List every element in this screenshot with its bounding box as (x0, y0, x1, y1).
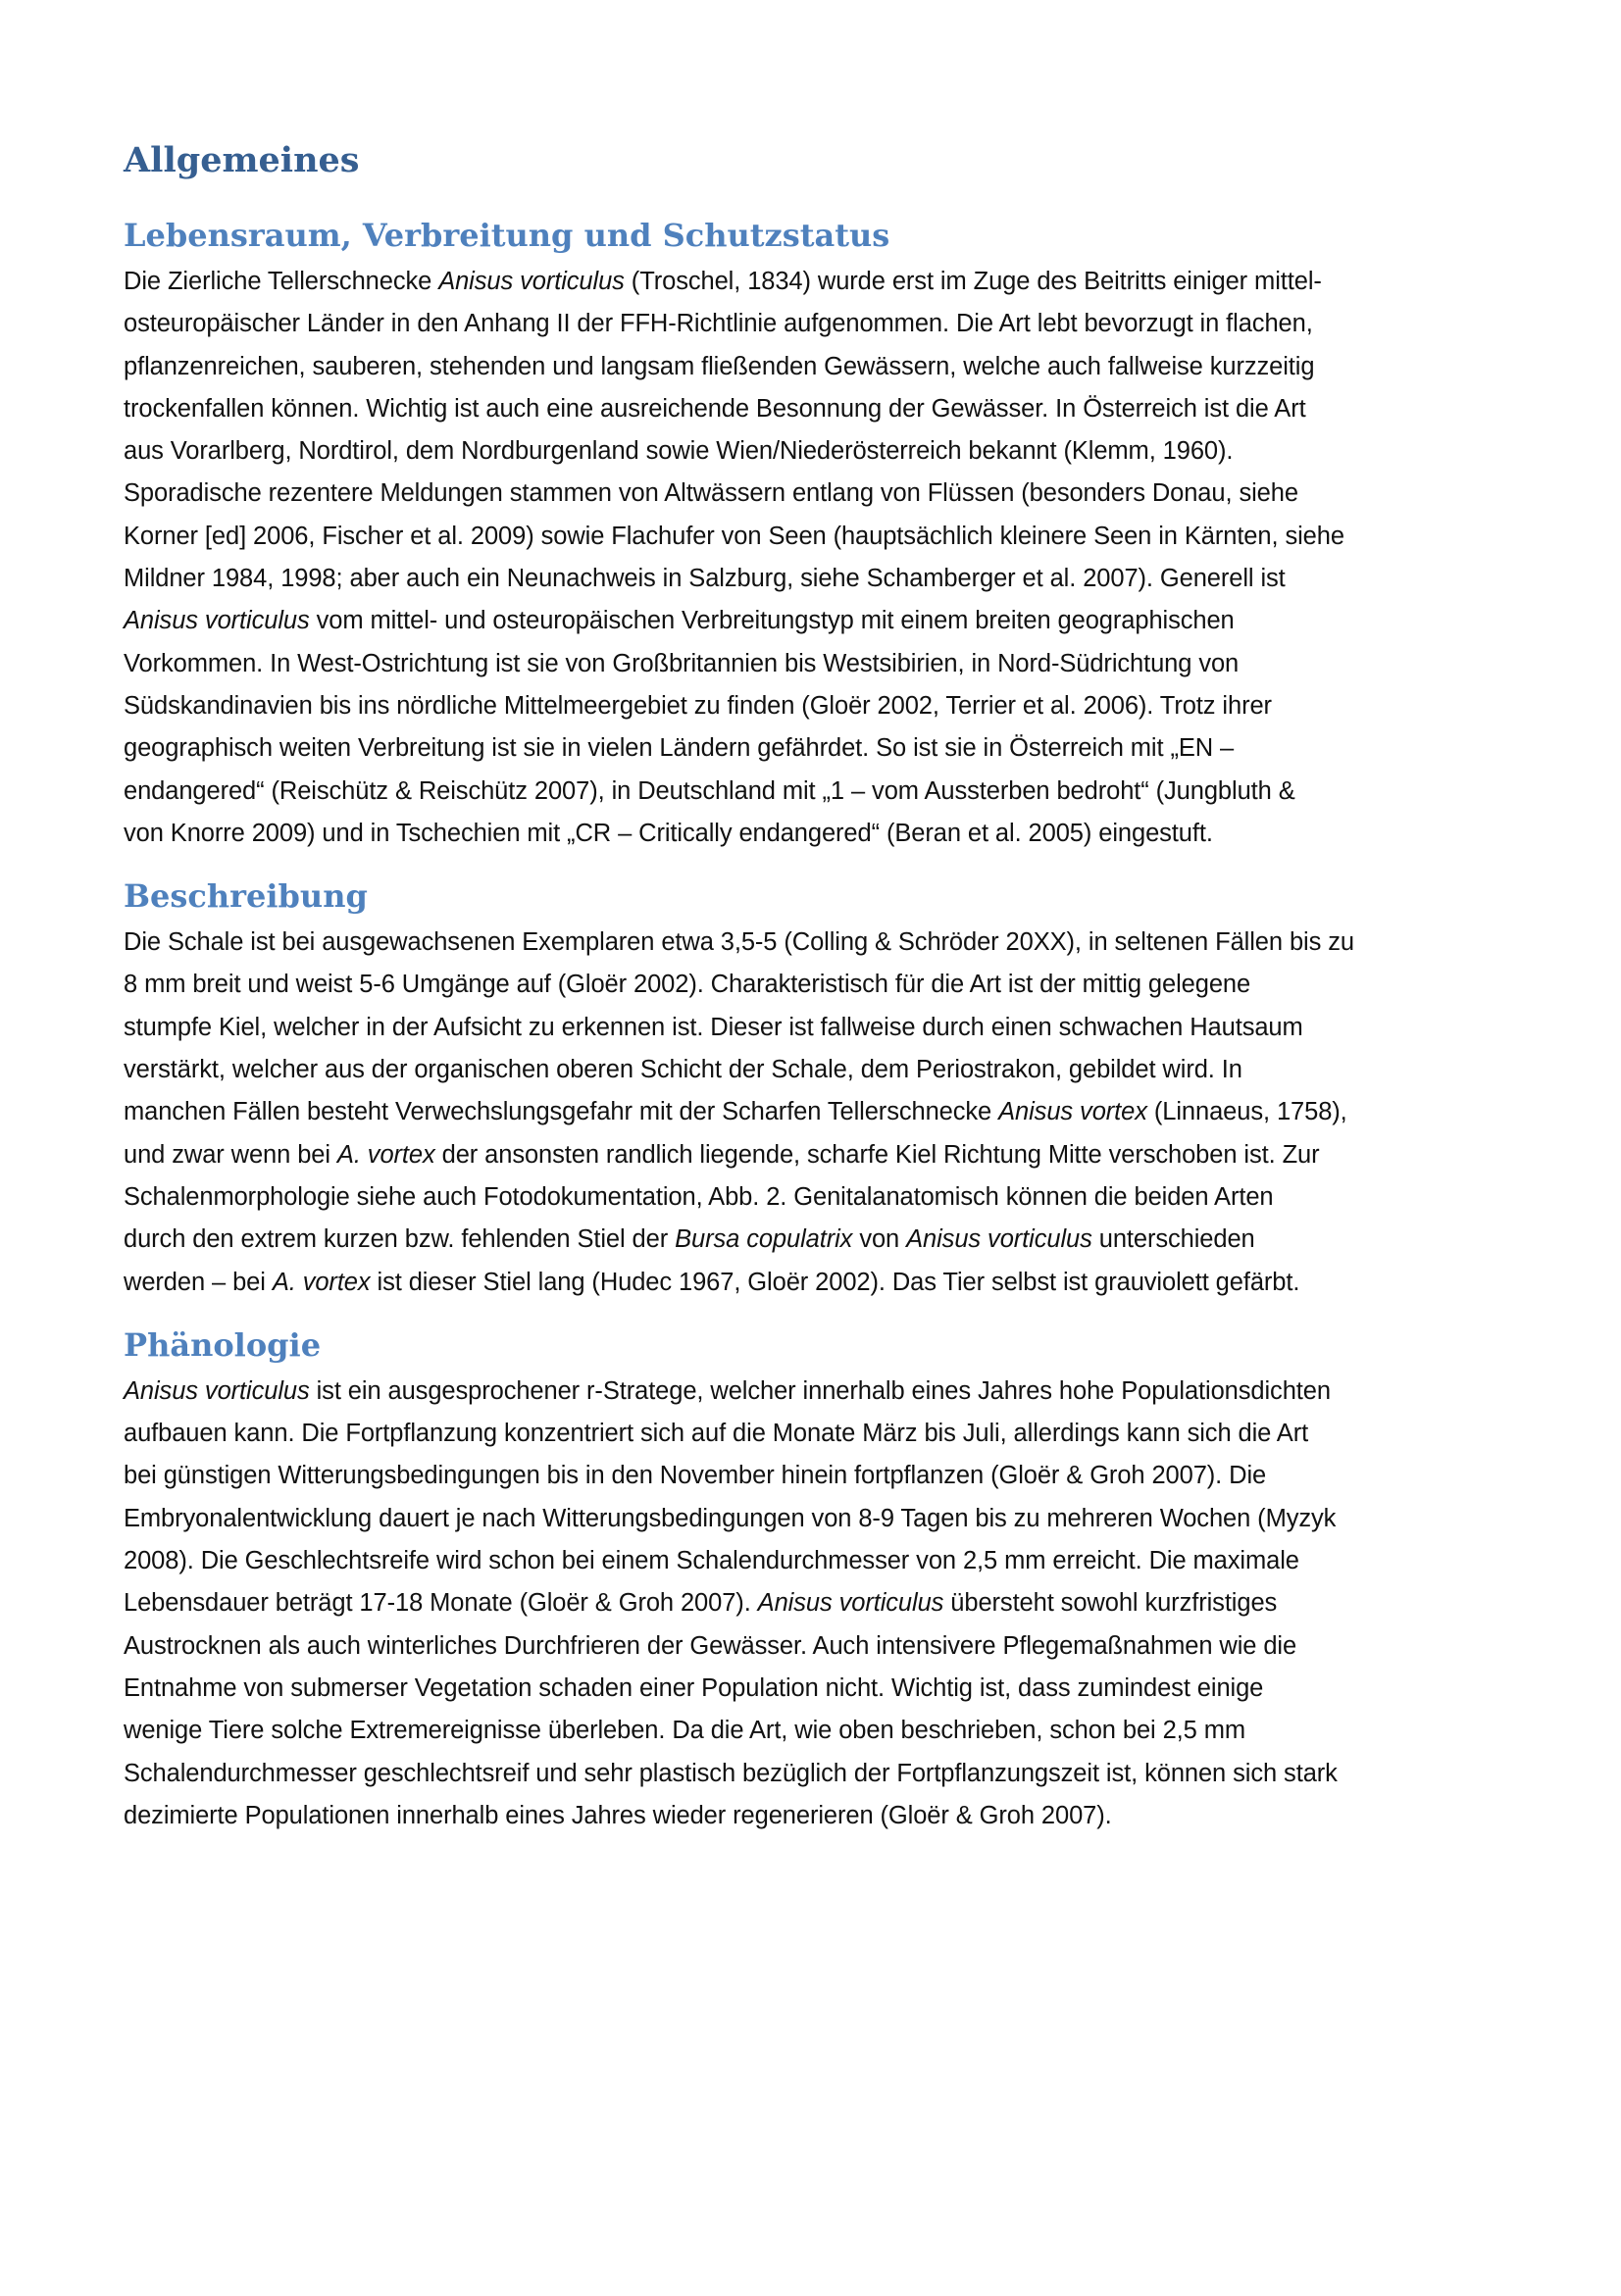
text-line (124, 1582, 1496, 1624)
text-run: der ansonsten randlich liegende, scharfe Kiel Richtung Mitte verschoben ist. Zur (434, 1140, 1320, 1169)
text-run: aus Vorarlberg, Nordtirol, dem Nordburgenland sowie Wien/Niederösterreich bekannt (Klemm, 1960). (124, 437, 1234, 466)
document-page (124, 137, 1496, 1837)
text-line (124, 261, 1496, 303)
text-run: übersteht sowohl kurzfristiges (943, 1589, 1278, 1618)
text-run: Embryonalentwicklung dauert je nach Witterungsbedingungen von 8-9 Tagen bis zu mehreren Wochen (Myzyk (124, 1504, 1337, 1532)
text-line (124, 1753, 1496, 1795)
section-paragraph (124, 922, 1496, 1304)
text-run: bei günstigen Witterungsbedingungen bis in den November hinein fortpflanzen (Gloër & Groh 2007). Die (124, 1462, 1267, 1490)
species-name: Anisus vorticulus (124, 607, 310, 635)
text-line (124, 1540, 1496, 1582)
text-line (124, 727, 1496, 770)
species-name: Anisus vorticulus (438, 268, 625, 295)
text-run: dezimierte Populationen innerhalb eines Jahres wieder regenerieren (Gloër & Groh 2007). (124, 1801, 1112, 1829)
text-run: pflanzenreichen, sauberen, stehenden und langsam fließenden Gewässern, welche auch fallweise kurzzeitig (124, 352, 1315, 380)
species-name: Anisus vorticulus (757, 1589, 944, 1618)
section-lebensraum (124, 214, 1496, 855)
text-run: und zwar wenn bei (124, 1140, 337, 1169)
text-run: Lebensdauer beträgt 17-18 Monate (Gloër & Groh 2007). (124, 1589, 758, 1618)
text-run: endangered“ (Reischütz & Reischütz 2007), in Deutschland mit „1 – vom Aussterben bedroht“ (Jungbluth & (124, 776, 1295, 805)
text-line (124, 1176, 1496, 1219)
text-run: Schalenmorphologie siehe auch Fotodokumentation, Abb. 2. Genitalanatomisch können die beiden Arten (124, 1182, 1274, 1211)
text-line (124, 388, 1496, 430)
section-phaenologie (124, 1323, 1496, 1837)
text-line (124, 1795, 1496, 1837)
section-beschreibung (124, 874, 1496, 1304)
text-run: verstärkt, welcher aus der organischen oberen Schicht der Schale, dem Periostrakon, gebildet wird. In (124, 1056, 1242, 1084)
text-line (124, 1668, 1496, 1710)
text-line (124, 600, 1496, 642)
text-run: durch den extrem kurzen bzw. fehlenden Stiel der (124, 1225, 676, 1254)
section-paragraph (124, 1371, 1496, 1837)
main-heading: Allgemeines (124, 140, 360, 180)
text-line (124, 771, 1496, 813)
species-name: A. vortex (272, 1268, 371, 1296)
text-line (124, 1498, 1496, 1540)
section-heading: Beschreibung (124, 877, 368, 916)
text-run: Die Schale ist bei ausgewachsenen Exemplaren etwa 3,5-5 (Colling & Schröder 20XX), in seltenen Fällen bis zu (124, 928, 1354, 957)
text-run: manchen Fällen besteht Verwechslungsgefahr mit der Scharfen Tellerschnecke (124, 1098, 999, 1126)
text-run: Schalendurchmesser geschlechtsreif und sehr plastisch bezüglich der Fortpflanzungszeit ist, können sich stark (124, 1759, 1338, 1787)
text-run: Austrocknen als auch winterliches Durchfrieren der Gewässer. Auch intensivere Pflegemaßnahmen wie die (124, 1631, 1297, 1660)
text-run: stumpfe Kiel, welcher in der Aufsicht zu erkennen ist. Dieser ist fallweise durch einen schwachen Hautsaum (124, 1013, 1303, 1041)
text-line (124, 1625, 1496, 1668)
text-line (124, 1134, 1496, 1176)
text-line (124, 1049, 1496, 1091)
text-run: (Troschel, 1834) wurde erst im Zuge des Beitritts einiger mittel- (624, 268, 1322, 295)
text-run: Sporadische rezentere Meldungen stammen von Altwässern entlang von Flüssen (besonders Donau, siehe (124, 479, 1298, 508)
text-line (124, 1262, 1496, 1304)
section-paragraph (124, 261, 1496, 855)
text-line (124, 922, 1496, 964)
text-run: osteuropäischer Länder in den Anhang II der FFH-Richtlinie aufgenommen. Die Art lebt bevorzugt in flachen, (124, 310, 1313, 338)
text-run: Entnahme von submerser Vegetation schaden einer Population nicht. Wichtig ist, dass zumindest einige (124, 1673, 1264, 1702)
text-line (124, 1413, 1496, 1455)
text-line (124, 558, 1496, 600)
text-line (124, 516, 1496, 558)
text-run: (Linnaeus, 1758), (1146, 1098, 1347, 1126)
species-name: Anisus vorticulus (124, 1376, 310, 1405)
species-name: Anisus vorticulus (906, 1225, 1092, 1254)
text-line (124, 473, 1496, 515)
text-line (124, 1710, 1496, 1752)
text-line (124, 346, 1496, 388)
text-line (124, 1371, 1496, 1413)
text-run: von (852, 1225, 907, 1254)
text-run: aufbauen kann. Die Fortpflanzung konzentriert sich auf die Monate März bis Juli, allerdings kann sich die Art (124, 1420, 1309, 1448)
text-run: ist ein ausgesprochener r-Stratege, welcher innerhalb eines Jahres hohe Populationsdichten (309, 1376, 1331, 1405)
text-run: Vorkommen. In West-Ostrichtung ist sie von Großbritannien bis Westsibirien, in Nord-Südrichtung von (124, 649, 1240, 677)
text-run: 2008). Die Geschlechtsreife wird schon bei einem Schalendurchmesser von 2,5 mm erreicht. Die maximale (124, 1547, 1299, 1575)
text-run: geographisch weiten Verbreitung ist sie in vielen Ländern gefährdet. So ist sie in Österreich mit „EN – (124, 734, 1235, 763)
section-heading: Phänologie (124, 1325, 322, 1364)
text-line (124, 1219, 1496, 1261)
text-run: von Knorre 2009) und in Tschechien mit „CR – Critically endangered“ (Beran et al. 2005) eingestuft. (124, 819, 1213, 847)
text-run: Südskandinavien bis ins nördliche Mittelmeergebiet zu finden (Gloër 2002, Terrier et al. 2006). Trotz ihrer (124, 691, 1272, 720)
text-run: Mildner 1984, 1998; aber auch ein Neunachweis in Salzburg, siehe Schamberger et al. 2007). Generell ist (124, 565, 1286, 593)
text-run: trockenfallen können. Wichtig ist auch eine ausreichende Besonnung der Gewässer. In Österreich ist die Art (124, 394, 1306, 423)
text-line (124, 303, 1496, 345)
species-name: Bursa copulatrix (675, 1225, 853, 1254)
text-line (124, 430, 1496, 473)
text-line (124, 813, 1496, 855)
text-run: vom mittel- und osteuropäischen Verbreitungstyp mit einem breiten geographischen (309, 607, 1235, 635)
text-line (124, 1091, 1496, 1133)
text-run: Korner [ed] 2006, Fischer et al. 2009) sowie Flachufer von Seen (hauptsächlich kleinere Seen in Kärnten, siehe (124, 522, 1344, 550)
text-run: unterschieden (1091, 1225, 1255, 1254)
text-run: wenige Tiere solche Extremereignisse überleben. Da die Art, wie oben beschrieben, schon bei 2,5 mm (124, 1717, 1246, 1745)
text-line (124, 964, 1496, 1006)
text-run: werden – bei (124, 1268, 273, 1296)
text-run: 8 mm breit und weist 5-6 Umgänge auf (Gloër 2002). Charakteristisch für die Art ist der mittig gelegene (124, 971, 1251, 999)
text-run: Die Zierliche Tellerschnecke (124, 268, 439, 295)
text-run: ist dieser Stiel lang (Hudec 1967, Gloër 2002). Das Tier selbst ist grauviolett gefärbt. (370, 1268, 1300, 1296)
section-heading: Lebensraum, Verbreitung und Schutzstatus (124, 217, 890, 254)
text-line (124, 685, 1496, 727)
species-name: A. vortex (336, 1140, 435, 1169)
text-line (124, 1007, 1496, 1049)
species-name: Anisus vortex (998, 1098, 1147, 1126)
text-line (124, 643, 1496, 685)
text-line (124, 1455, 1496, 1497)
